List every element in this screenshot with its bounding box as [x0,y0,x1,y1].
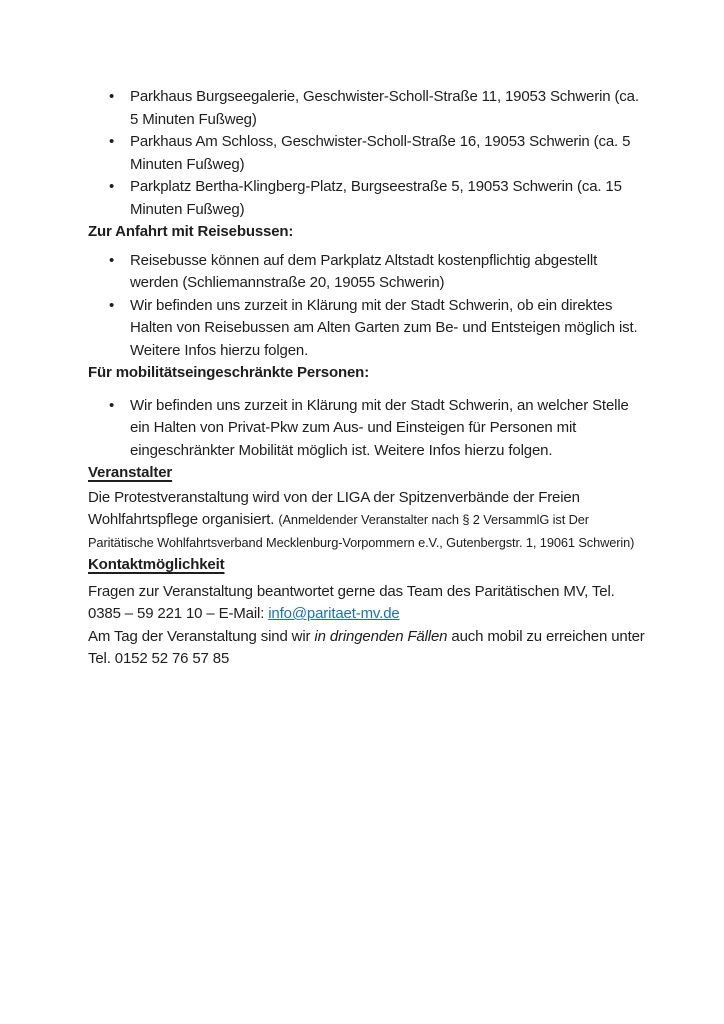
section-heading-bus-arrival: Zur Anfahrt mit Reisebussen: [88,223,294,240]
mobile-contact-text-end: auch mobil zu erreichen unter Tel. 0152 52 76 57 85 [88,627,645,667]
bus-list [88,250,646,363]
list-item: • Wir befinden uns zurzeit in Klärung mit der Stadt Schwerin, ob ein direktes Halten von Reisebussen am Alten Garten zum Be- und Entsteigen möglich ist. Weitere Infos hierzu folgen. [130,295,642,363]
section-heading-contact: Kontaktmöglichkeit [88,556,225,573]
organizer-legal-note: (Anmeldender Veranstalter nach § 2 VersammlG ist Der Paritätische Wohlfahrtsverband Mecklenburg-Vorpommern e.V., Gutenbergstr. 1, 19061 Schwerin) [88,512,635,550]
mobility-list [88,395,646,463]
list-item: • Reisebusse können auf dem Parkplatz Altstadt kostenpflichtig abgestellt werden (Schliemannstraße 20, 19055 Schwerin) [130,250,642,295]
email-link[interactable]: info@paritaet-mv.de [268,605,400,622]
mobile-contact-paragraph [88,626,646,671]
list-item: • Parkplatz Bertha-Klingberg-Platz, Burgseestraße 5, 19053 Schwerin (ca. 15 Minuten Fußweg) [130,176,642,221]
organizer-paragraph [88,487,646,555]
section-heading-organizer: Veranstalter [88,464,173,481]
mobile-contact-italic: in dringenden Fällen [314,627,448,645]
mobile-contact-text-start: Am Tag der Veranstaltung sind wir [88,627,315,645]
contact-paragraph [88,581,646,626]
document-content [88,86,646,671]
parking-list [88,86,646,221]
organizer-text: Die Protestveranstaltung wird von der LIGA der Spitzenverbände der Freien Wohlfahrtspflege organisiert. [88,488,580,528]
section-heading-mobility: Für mobilitätseingeschränkte Personen: [88,364,370,381]
list-item: • Wir befinden uns zurzeit in Klärung mit der Stadt Schwerin, an welcher Stelle ein Halten von Privat-Pkw zum Aus- und Einsteigen für Personen mit eingeschränkter Mobilität möglich ist. Weitere Infos hierzu folgen. [130,395,642,463]
list-item: • Parkhaus Am Schloss, Geschwister-Scholl-Straße 16, 19053 Schwerin (ca. 5 Minuten Fußweg) [130,131,642,176]
list-item: • Parkhaus Burgseegalerie, Geschwister-Scholl-Straße 11, 19053 Schwerin (ca. 5 Minuten Fußweg) [130,86,642,131]
contact-intro-text: Fragen zur Veranstaltung beantwortet gerne das Team des Paritätischen MV, Tel. 0385 – 59 221 10 – E-Mail: [88,582,615,622]
